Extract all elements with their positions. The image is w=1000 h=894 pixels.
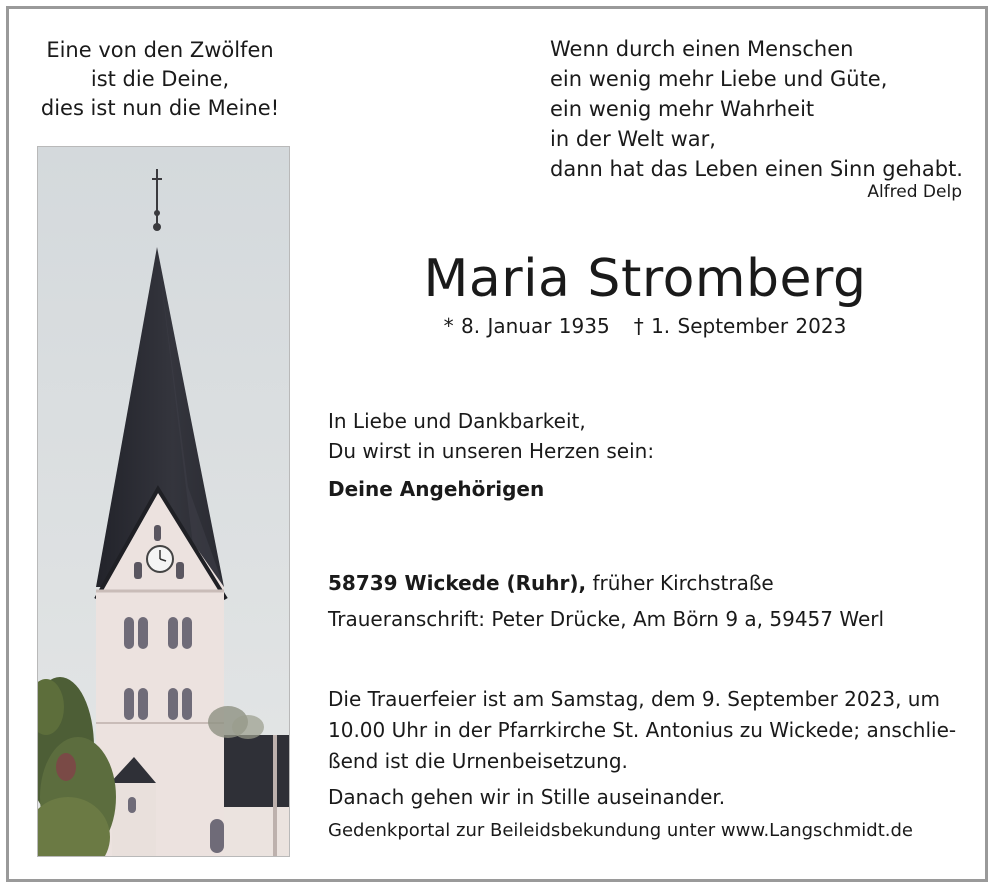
verse-right-line: in der Welt war, xyxy=(550,127,716,151)
residence-place: 58739 Wickede (Ruhr), xyxy=(328,571,587,595)
closing-line: Danach gehen wir in Stille auseinander. xyxy=(328,785,726,809)
farewell-line: In Liebe und Dankbarkeit, xyxy=(328,409,586,433)
verse-right-line: ein wenig mehr Wahrheit xyxy=(550,97,815,121)
ceremony-text xyxy=(328,684,968,777)
verse-right-line: dann hat das Leben einen Sinn gehabt. xyxy=(550,157,963,181)
residence-suffix: früher Kirchstraße xyxy=(586,571,774,595)
deceased-name: Maria Stromberg xyxy=(423,249,867,309)
verse-right xyxy=(550,34,970,202)
birth-date: * 8. Januar 1935 xyxy=(443,314,610,338)
residence-line xyxy=(328,568,978,598)
verse-left-line: ist die Deine, xyxy=(90,67,230,91)
life-dates xyxy=(300,311,990,341)
farewell-line: Du wirst in unseren Herzen sein: xyxy=(328,439,655,463)
portal-line: Gedenkportal zur Beileidsbekundung unter www.Langschmidt.de xyxy=(328,820,913,841)
farewell-text xyxy=(328,406,978,466)
ceremony-line: ßend ist die Urnenbeisetzung. xyxy=(328,749,628,773)
death-date: † 1. September 2023 xyxy=(633,314,847,338)
verse-left xyxy=(20,36,300,123)
verse-right-line: Wenn durch einen Menschen xyxy=(550,37,854,61)
verse-author: Alfred Delp xyxy=(867,182,962,202)
verse-left-line: dies ist nun die Meine! xyxy=(40,96,280,120)
ceremony-line: Die Trauerfeier ist am Samstag, dem 9. September 2023, um xyxy=(328,687,940,711)
ceremony-line: 10.00 Uhr in der Pfarrkirche St. Antonius zu Wickede; anschlie- xyxy=(328,718,957,742)
verse-left-line: Eine von den Zwölfen xyxy=(46,38,274,62)
family-signature: Deine Angehörigen xyxy=(328,477,545,501)
church-tower-photo xyxy=(37,146,290,857)
verse-right-line: ein wenig mehr Liebe und Güte, xyxy=(550,67,888,91)
mourning-address: Traueranschrift: Peter Drücke, Am Börn 9 a, 59457 Werl xyxy=(328,607,885,631)
